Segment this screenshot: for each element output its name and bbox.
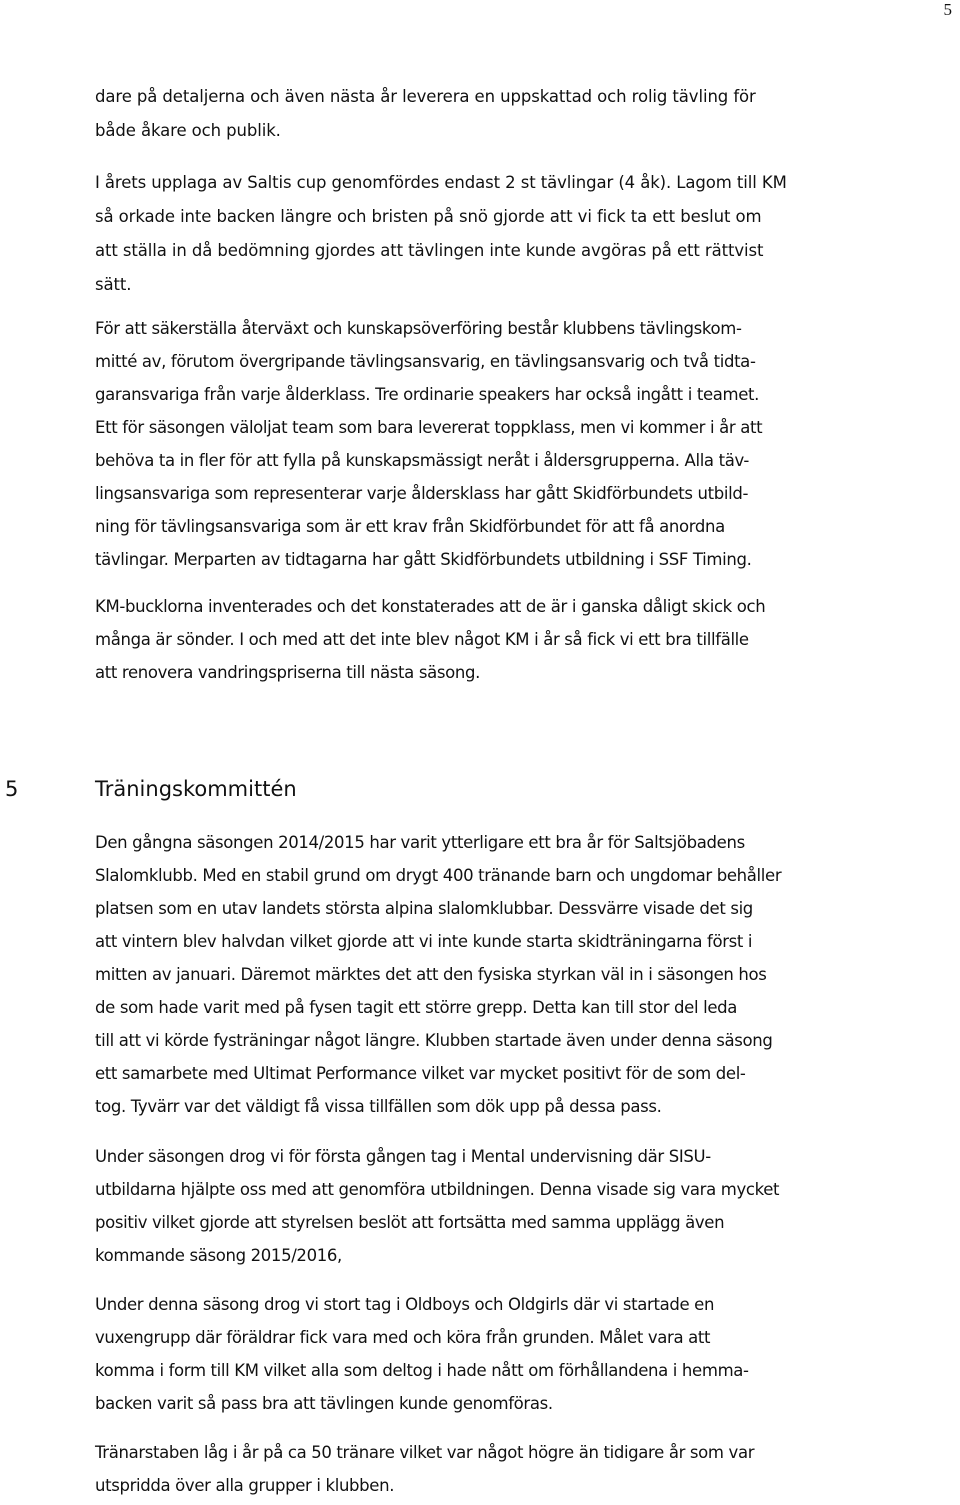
paragraph-tavling-intro bbox=[95, 80, 756, 148]
paragraph-mental-undervisning bbox=[95, 1140, 779, 1272]
text-line: lingsansvariga som representerar varje åldersklass har gått Skidförbundets utbild- bbox=[95, 484, 749, 503]
section-heading bbox=[5, 772, 297, 806]
text-line: tävlingar. Merparten av tidtagarna har gått Skidförbundets utbildning i SSF Timing. bbox=[95, 550, 752, 569]
paragraph-km-bucklor bbox=[95, 590, 765, 689]
text-line: Slalomklubb. Med en stabil grund om drygt 400 tränande barn och ungdomar behåller bbox=[95, 866, 782, 885]
text-line: att vintern blev halvdan vilket gjorde att vi inte kunde starta skidträningarna först i bbox=[95, 932, 753, 951]
paragraph-tavlingskommitte bbox=[95, 312, 762, 576]
text-line: utspridda över alla grupper i klubben. bbox=[95, 1476, 395, 1495]
text-line: både åkare och publik. bbox=[95, 121, 281, 140]
text-line: många är sönder. I och med att det inte blev något KM i år så fick vi ett bra tillfälle bbox=[95, 630, 749, 649]
text-line: behöva ta in fler för att fylla på kunskapsmässigt neråt i åldersgrupperna. Alla täv- bbox=[95, 451, 750, 470]
page-number: 5 bbox=[943, 0, 952, 19]
text-line: Ett för säsongen väloljat team som bara levererat toppklass, men vi kommer i år att bbox=[95, 418, 763, 437]
text-line: KM-bucklorna inventerades och det konstaterades att de är i ganska dåligt skick och bbox=[95, 597, 766, 616]
section-number: 5 bbox=[5, 777, 19, 801]
text-line: Den gångna säsongen 2014/2015 har varit ytterligare ett bra år för Saltsjöbadens bbox=[95, 833, 745, 852]
paragraph-tranarstaben bbox=[95, 1436, 754, 1502]
text-line: garansvariga från varje ålderklass. Tre ordinarie speakers har också ingått i teamet. bbox=[95, 385, 760, 404]
text-line: backen varit så pass bra att tävlingen kunde genomföras. bbox=[95, 1394, 553, 1413]
text-line: I årets upplaga av Saltis cup genomfördes endast 2 st tävlingar (4 åk). Lagom till KM bbox=[95, 173, 787, 192]
text-line: Under säsongen drog vi för första gången tag i Mental undervisning där SISU- bbox=[95, 1147, 711, 1166]
text-line: ning för tävlingsansvariga som är ett krav från Skidförbundet för att få anordna bbox=[95, 517, 725, 536]
paragraph-saltis-cup bbox=[95, 166, 787, 302]
text-line: Tränarstaben låg i år på ca 50 tränare vilket var något högre än tidigare år som var bbox=[95, 1443, 755, 1462]
text-line: mitten av januari. Däremot märktes det att den fysiska styrkan väl in i säsongen hos bbox=[95, 965, 767, 984]
text-line: vuxengrupp där föräldrar fick vara med och köra från grunden. Målet vara att bbox=[95, 1328, 711, 1347]
paragraph-oldboys-oldgirls bbox=[95, 1288, 749, 1420]
text-line: att renovera vandringspriserna till nästa säsong. bbox=[95, 663, 480, 682]
text-line: så orkade inte backen längre och bristen på snö gjorde att vi fick ta ett beslut om bbox=[95, 207, 762, 226]
section-title: Träningskommittén bbox=[95, 777, 297, 801]
text-line: att ställa in då bedömning gjordes att tävlingen inte kunde avgöras på ett rättvist bbox=[95, 241, 764, 260]
text-line: kommande säsong 2015/2016, bbox=[95, 1246, 342, 1265]
text-line: dare på detaljerna och även nästa år leverera en uppskattad och rolig tävling för bbox=[95, 87, 756, 106]
text-line: komma i form till KM vilket alla som deltog i hade nått om förhållandena i hemma- bbox=[95, 1361, 749, 1380]
text-line: ett samarbete med Ultimat Performance vilket var mycket positivt för de som del- bbox=[95, 1064, 746, 1083]
text-line: För att säkerställa återväxt och kunskapsöverföring består klubbens tävlingskom- bbox=[95, 319, 742, 338]
text-line: tog. Tyvärr var det väldigt få vissa tillfällen som dök upp på dessa pass. bbox=[95, 1097, 662, 1116]
text-line: positiv vilket gjorde att styrelsen beslöt att fortsätta med samma upplägg även bbox=[95, 1213, 725, 1232]
text-line: sätt. bbox=[95, 275, 132, 294]
paragraph-sasongen bbox=[95, 826, 781, 1123]
text-line: utbildarna hjälpte oss med att genomföra utbildningen. Denna visade sig vara mycket bbox=[95, 1180, 780, 1199]
text-line: de som hade varit med på fysen tagit ett större grepp. Detta kan till stor del leda bbox=[95, 998, 738, 1017]
text-line: platsen som en utav landets största alpina slalomklubbar. Dessvärre visade det sig bbox=[95, 899, 753, 918]
text-line: till att vi körde fysträningar något längre. Klubben startade även under denna säsong bbox=[95, 1031, 773, 1050]
text-line: Under denna säsong drog vi stort tag i Oldboys och Oldgirls där vi startade en bbox=[95, 1295, 715, 1314]
text-line: mitté av, förutom övergripande tävlingsansvarig, en tävlingsansvarig och två tidta- bbox=[95, 352, 756, 371]
